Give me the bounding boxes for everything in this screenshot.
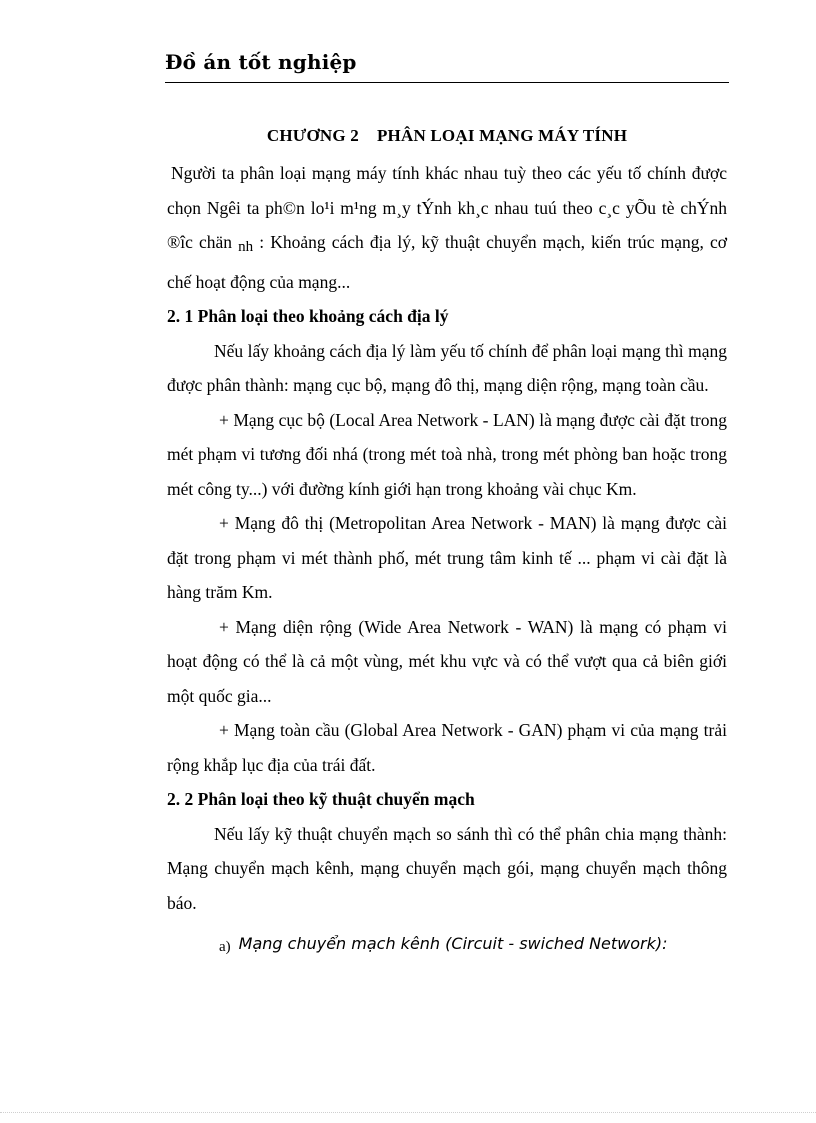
list-item-a-label: a) bbox=[219, 939, 231, 955]
section-2-1-paragraph-1: Nếu lấy khoảng cách địa lý làm yếu tố chính để phân loại mạng thì mạng được phân thành: mạng cục bộ, mạng đô thị, mạng diện rộng, mạng toàn cầu. bbox=[167, 340, 727, 395]
intro-text-a: Người ta phân loại mạng máy tính khác nhau tuỳ theo các yếu tố chính được chọn Ngêi ta ph©n lo¹i m¹ng m¸y tÝnh kh¸c nhau tuú theo c¸c yÕu tè chÝnh ®îc chän bbox=[167, 163, 727, 252]
header-divider bbox=[165, 82, 729, 83]
chapter-title bbox=[167, 124, 727, 148]
intro-text-b: : Khoảng cách địa lý, kỹ thuật chuyển mạch, kiến trúc mạng, cơ chế hoạt động của mạng... bbox=[167, 232, 728, 292]
intro-text-subscript: nh bbox=[238, 239, 254, 255]
section-2-1-heading: 2. 1 Phân loại theo khoảng cách địa lý bbox=[167, 306, 449, 326]
intro-paragraph bbox=[167, 156, 727, 299]
page-content bbox=[167, 124, 727, 965]
page-bottom-edge bbox=[0, 1112, 816, 1113]
section-2-2-paragraph-1: Nếu lấy kỹ thuật chuyển mạch so sánh thì có thể phân chia mạng thành: Mạng chuyển mạch kênh, mạng chuyển mạch gói, mạng chuyển mạch thông báo. bbox=[167, 823, 727, 913]
section-2-1-lan-paragraph: + Mạng cục bộ (Local Area Network - LAN) là mạng được cài đặt trong mét phạm vi tương đối nhá (trong mét toà nhà, trong mét phòng ban hoặc trong mét công ty...) với đường kính giới hạn trong khoảng vài chục Km. bbox=[167, 409, 727, 499]
chapter-name: PHÂN LOẠI MẠNG MÁY TÍNH bbox=[376, 126, 628, 145]
section-2-1-man-paragraph: + Mạng đô thị (Metropolitan Area Network - MAN) là mạng được cài đặt trong phạm vi mét thành phố, mét trung tâm kinh tế ... phạm vi cài đặt là hàng trăm Km. bbox=[167, 513, 727, 602]
section-2-1-wan-paragraph: + Mạng diện rộng (Wide Area Network - WAN) là mạng có phạm vi hoạt động có thể là cả một vùng, mét khu vực và có thể vượt qua cả biên giới một quốc gia... bbox=[167, 616, 727, 706]
document-header-title: Đồ án tốt nghiệp bbox=[165, 50, 357, 74]
section-2-2-heading: 2. 2 Phân loại theo kỹ thuật chuyển mạch bbox=[167, 789, 475, 809]
list-item-a bbox=[167, 926, 727, 965]
section-2-1-gan-paragraph: + Mạng toàn cầu (Global Area Network - GAN) phạm vi của mạng trải rộng khắp lục địa của trái đất. bbox=[167, 720, 727, 775]
chapter-number: CHƯƠNG 2 bbox=[266, 126, 359, 145]
list-item-a-text: Mạng chuyển mạch kênh (Circuit - swiched Network): bbox=[238, 934, 668, 953]
